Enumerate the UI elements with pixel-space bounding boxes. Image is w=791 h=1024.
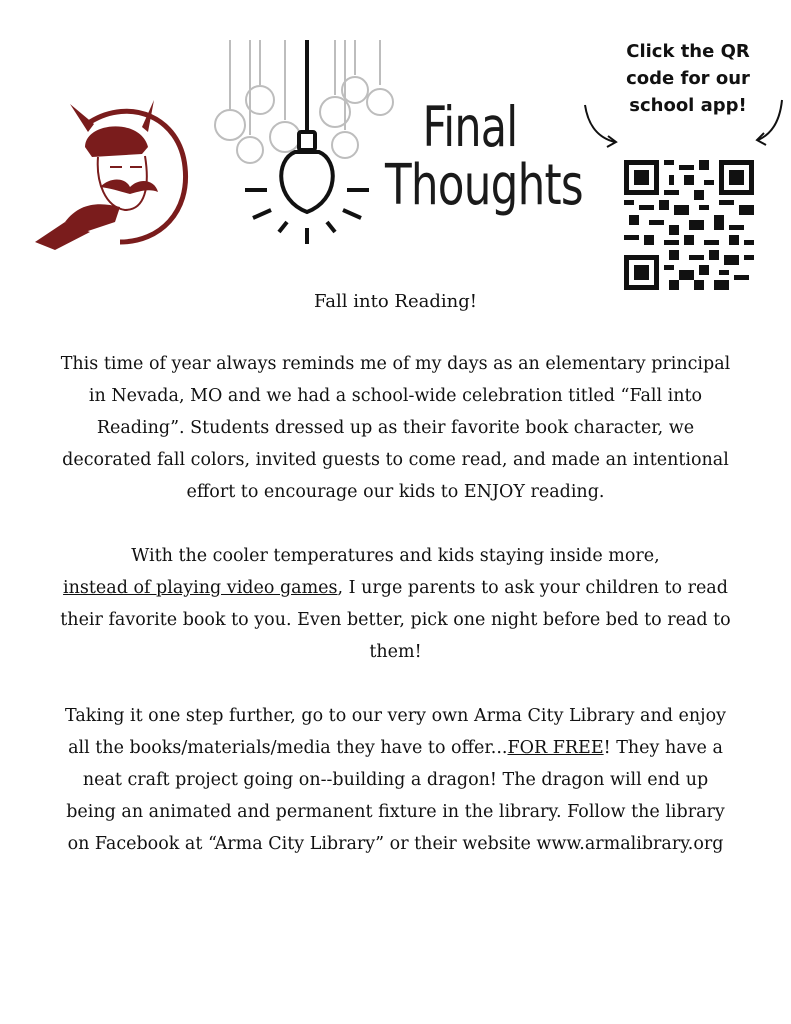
article-heading: Fall into Reading! <box>314 291 477 312</box>
paragraph-2-rest: , I urge parents to ask your children to read their favorite book to you. Even better, pick one night before bed to read to them! <box>60 578 731 662</box>
paragraph-3-intro: Taking it one step further, go to our very own Arma City Library and enjoy all the books/materials/media they have to offer... <box>65 706 726 758</box>
paragraph-2-intro: With the cooler temperatures and kids staying inside more, <box>131 546 660 566</box>
paragraph-3 <box>60 700 731 860</box>
paragraph-3-rest: ! They have a neat craft project going on--building a dragon! The dragon will end up being an animated and permanent fixture in the library. Follow the library on Facebook at “Arma City Library” or their website www.armalibrary.org <box>66 738 725 854</box>
title-line-1: Final <box>422 95 518 159</box>
curved-arrow-icon <box>752 96 788 148</box>
paragraph-1: This time of year always reminds me of my days as an elementary principal in Nevada, MO and we had a school-wide celebration titled “Fall into Reading”. Students dressed up as their favorite book character, we decorated fall colors, invited guests to come read, and made an intentional effort to encourage our kids to ENJOY reading. <box>60 354 731 502</box>
lightbulbs-icon <box>205 40 395 255</box>
page-title <box>385 95 585 218</box>
qr-callout-text: Click the QR code for our school app! <box>626 41 750 116</box>
for-free-phrase: FOR FREE <box>507 738 604 758</box>
curved-arrow-icon <box>580 100 620 150</box>
paragraph-2 <box>60 540 731 668</box>
title-line-2: Thoughts <box>385 153 583 218</box>
underlined-phrase: instead of playing video games <box>63 578 338 598</box>
article-body <box>60 286 731 892</box>
qr-code-icon[interactable] <box>624 160 754 290</box>
viking-mascot-icon <box>30 92 200 252</box>
